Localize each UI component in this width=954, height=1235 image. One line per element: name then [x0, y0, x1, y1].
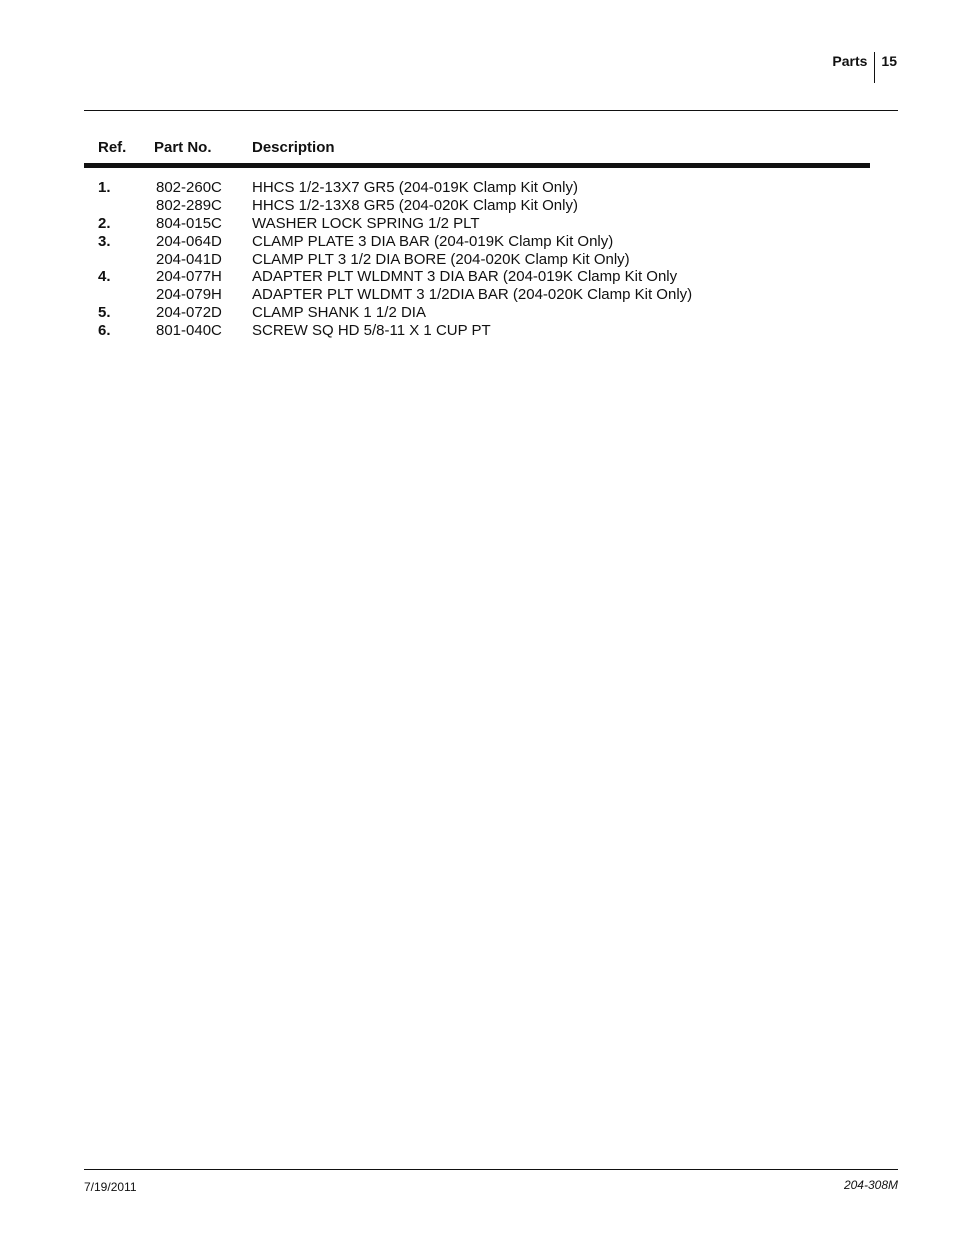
row-ref: 2. — [98, 214, 111, 232]
bottom-rule — [84, 1169, 898, 1170]
table-row — [98, 251, 878, 269]
row-part-no: 802-289C — [156, 196, 222, 214]
row-part-no: 204-064D — [156, 232, 222, 250]
row-ref: 5. — [98, 304, 111, 322]
row-description: CLAMP PLT 3 1/2 DIA BORE (204-020K Clamp Kit Only) — [252, 250, 630, 268]
footer-date: 7/19/2011 — [84, 1180, 137, 1194]
header-part-no: Part No. — [154, 139, 212, 156]
row-description: CLAMP SHANK 1 1/2 DIA — [252, 304, 426, 322]
row-description: ADAPTER PLT WLDMNT 3 DIA BAR (204-019K Clamp Kit Only — [252, 268, 678, 286]
table-row — [98, 268, 878, 286]
row-part-no: 801-040C — [156, 322, 222, 340]
table-row — [98, 233, 878, 251]
table-row — [98, 197, 878, 215]
row-description: HHCS 1/2-13X7 GR5 (204-019K Clamp Kit Only) — [252, 179, 578, 196]
row-description: WASHER LOCK SPRING 1/2 PLT — [252, 214, 480, 232]
row-description: ADAPTER PLT WLDMT 3 1/2DIA BAR (204-020K Clamp Kit Only) — [252, 286, 693, 304]
row-part-no: 804-015C — [156, 214, 222, 232]
table-row — [98, 322, 878, 340]
row-part-no: 802-260C — [156, 179, 222, 196]
table-row — [98, 215, 878, 233]
page-number: 15 — [881, 53, 897, 69]
row-ref: 4. — [98, 268, 111, 286]
footer-doc-number: 204-308M — [843, 1178, 898, 1192]
row-part-no: 204-077H — [156, 268, 222, 286]
header-description: Description — [252, 139, 335, 156]
row-ref: 1. — [98, 179, 111, 196]
row-part-no: 204-072D — [156, 304, 222, 322]
row-description: HHCS 1/2-13X8 GR5 (204-020K Clamp Kit Only) — [252, 196, 578, 214]
page-header — [832, 52, 897, 83]
table-row — [98, 179, 878, 197]
section-title: Parts — [832, 53, 868, 69]
parts-list — [98, 179, 878, 340]
row-ref: 6. — [98, 322, 111, 340]
row-description: CLAMP PLATE 3 DIA BAR (204-019K Clamp Kit Only) — [252, 232, 614, 250]
row-part-no: 204-079H — [156, 286, 222, 304]
row-ref: 3. — [98, 232, 111, 250]
header-ref: Ref. — [98, 139, 127, 156]
header-rule — [84, 163, 870, 168]
table-row — [98, 304, 878, 322]
table-row — [98, 286, 878, 304]
table-header — [98, 139, 878, 159]
row-description: SCREW SQ HD 5/8-11 X 1 CUP PT — [252, 322, 491, 340]
top-rule — [84, 110, 898, 111]
row-part-no: 204-041D — [156, 250, 222, 268]
